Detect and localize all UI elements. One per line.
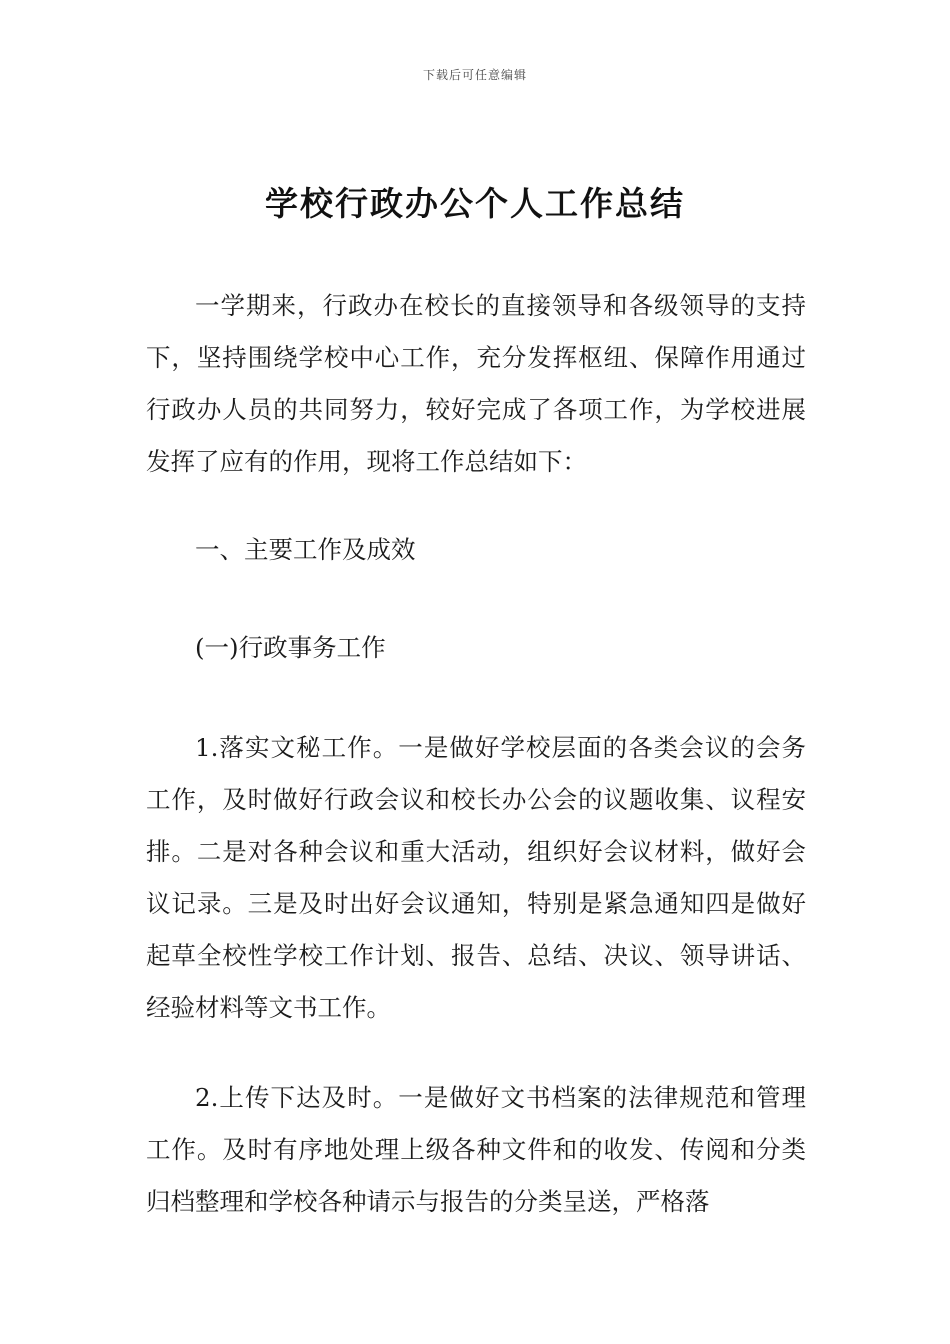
section-heading-text: 一、主要工作及成效 [195, 535, 416, 564]
header-note: 下载后可任意编辑 [422, 68, 527, 82]
intro-paragraph [146, 280, 806, 488]
item-2-paragraph [146, 1072, 806, 1228]
item-1-text: 1.落实文秘工作。一是做好学校层面的各类会议的会务工作，及时做好行政会议和校长办公会的议题收集、议程安排。二是对各种会议和重大活动，组织好会议材料，做好会议记录。三是及时出好会议通知，特别是紧急通知四是做好起草全校性学校工作计划、报告、总结、决议、领导讲话、经验材料等文书工作。 [146, 733, 806, 1022]
intro-text: 一学期来，行政办在校长的直接领导和各级领导的支持下，坚持围绕学校中心工作，充分发挥枢纽、保障作用通过行政办人员的共同努力，较好完成了各项工作，为学校进展发挥了应有的作用，现将工作总结如下： [146, 291, 806, 476]
document-title: 学校行政办公个人工作总结 [265, 184, 685, 223]
section-heading [146, 524, 806, 576]
subsection-heading [146, 622, 806, 674]
item-1-paragraph [146, 722, 806, 1034]
item-2-text: 2.上传下达及时。一是做好文书档案的法律规范和管理工作。及时有序地处理上级各种文件和的收发、传阅和分类归档整理和学校各种请示与报告的分类呈送，严格落 [146, 1083, 806, 1216]
subsection-heading-text: (一)行政事务工作 [195, 633, 386, 662]
